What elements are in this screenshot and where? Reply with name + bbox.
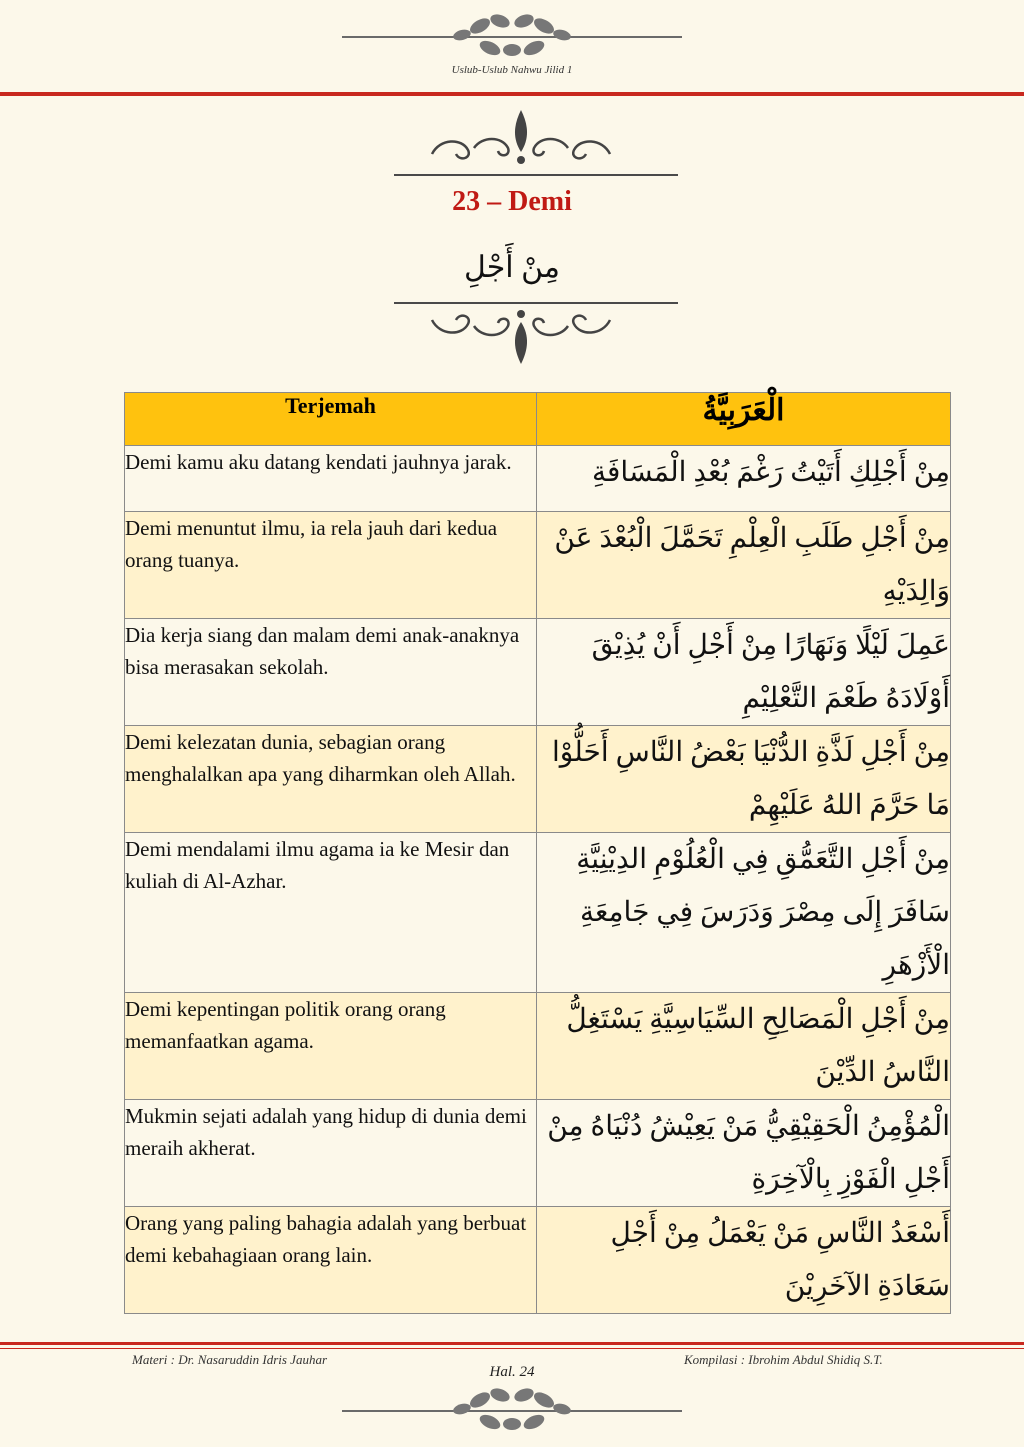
translation-cell: Dia kerja siang dan malam demi anak-anaknya bisa merasakan sekolah. bbox=[125, 619, 537, 726]
column-header-arabic: الْعَرَبِيَّةُ bbox=[537, 393, 951, 446]
title-rule-top bbox=[394, 174, 678, 176]
footer-compiler: Kompilasi : Ibrohim Abdul Shidiq S.T. bbox=[684, 1352, 883, 1367]
page-number: Hal. 24 bbox=[489, 1364, 535, 1380]
arabic-cell: عَمِلَ لَيْلًا وَنَهَارًا مِنْ أَجْلِ أَنْ يُذِيْقَ أَوْلَادَهُ طَعْمَ التَّعْلِيْمِ bbox=[537, 619, 951, 726]
arabic-cell: مِنْ أَجْلِ الْمَصَالِحِ السِّيَاسِيَّةِ يَسْتَغِلُّ النَّاسُ الدِّيْنَ bbox=[537, 993, 951, 1100]
table-row bbox=[125, 619, 951, 726]
table-row bbox=[125, 1100, 951, 1207]
footer-rule bbox=[0, 1342, 1024, 1345]
lesson-title: 23 – Demi bbox=[452, 186, 572, 217]
column-header-translation: Terjemah bbox=[125, 393, 537, 446]
table-row bbox=[125, 726, 951, 833]
footer-material: Materi : Dr. Nasaruddin Idris Jauhar bbox=[132, 1352, 328, 1367]
footer-rule-thin bbox=[0, 1348, 1024, 1349]
arabic-cell: الْمُؤْمِنُ الْحَقِيْقِيُّ مَنْ يَعِيْشُ دُنْيَاهُ مِنْ أَجْلِ الْفَوْزِ بِالْآخِرَةِ bbox=[537, 1100, 951, 1207]
table-header-row bbox=[125, 393, 951, 446]
example-table bbox=[124, 392, 951, 1314]
translation-cell: Demi menuntut ilmu, ia rela jauh dari kedua orang tuanya. bbox=[125, 512, 537, 619]
top-leaf-ornament bbox=[340, 8, 684, 62]
lesson-arabic-title: مِنْ أَجْلِ bbox=[463, 251, 560, 284]
title-rule-bottom bbox=[394, 302, 678, 304]
table-row bbox=[125, 833, 951, 993]
translation-cell: Mukmin sejati adalah yang hidup di dunia demi meraih akherat. bbox=[125, 1100, 537, 1207]
table-row bbox=[125, 993, 951, 1100]
table-row bbox=[125, 446, 951, 512]
translation-cell: Demi kepentingan politik orang orang memanfaatkan agama. bbox=[125, 993, 537, 1100]
translation-cell: Orang yang paling bahagia adalah yang berbuat demi kebahagiaan orang lain. bbox=[125, 1207, 537, 1314]
arabic-cell: مِنْ أَجْلِ لَذَّةِ الدُّنْيَا بَعْضُ النَّاسِ أَحَلُّوْا مَا حَرَّمَ اللهُ عَلَيْهِمْ bbox=[537, 726, 951, 833]
title-ornament-top bbox=[426, 108, 616, 170]
table-row bbox=[125, 1207, 951, 1314]
arabic-cell: مِنْ أَجْلِكِ أَتَيْتُ رَغْمَ بُعْدِ الْمَسَافَةِ bbox=[537, 446, 951, 512]
header-rule bbox=[0, 92, 1024, 96]
arabic-cell: مِنْ أَجْلِ التَّعَمُّقِ فِي الْعُلُوْمِ الدِيْنِيَّةِ سَافَرَ إِلَى مِصْرَ وَدَرَسَ فِي جَامِعَةِ الْأَزْهَرِ bbox=[537, 833, 951, 993]
title-ornament-bottom bbox=[426, 306, 616, 368]
translation-cell: Demi kamu aku datang kendati jauhnya jarak. bbox=[125, 446, 537, 512]
translation-cell: Demi mendalami ilmu agama ia ke Mesir dan kuliah di Al-Azhar. bbox=[125, 833, 537, 993]
bottom-leaf-ornament bbox=[340, 1384, 684, 1438]
translation-cell: Demi kelezatan dunia, sebagian orang menghalalkan apa yang diharmkan oleh Allah. bbox=[125, 726, 537, 833]
running-header: Uslub-Uslub Nahwu Jilid 1 bbox=[451, 64, 573, 76]
arabic-cell: مِنْ أَجْلِ طَلَبِ الْعِلْمِ تَحَمَّلَ الْبُعْدَ عَنْ وَالِدَيْهِ bbox=[537, 512, 951, 619]
arabic-cell: أَسْعَدُ النَّاسِ مَنْ يَعْمَلُ مِنْ أَجْلِ سَعَادَةِ الآخَرِيْنَ bbox=[537, 1207, 951, 1314]
table-row bbox=[125, 512, 951, 619]
